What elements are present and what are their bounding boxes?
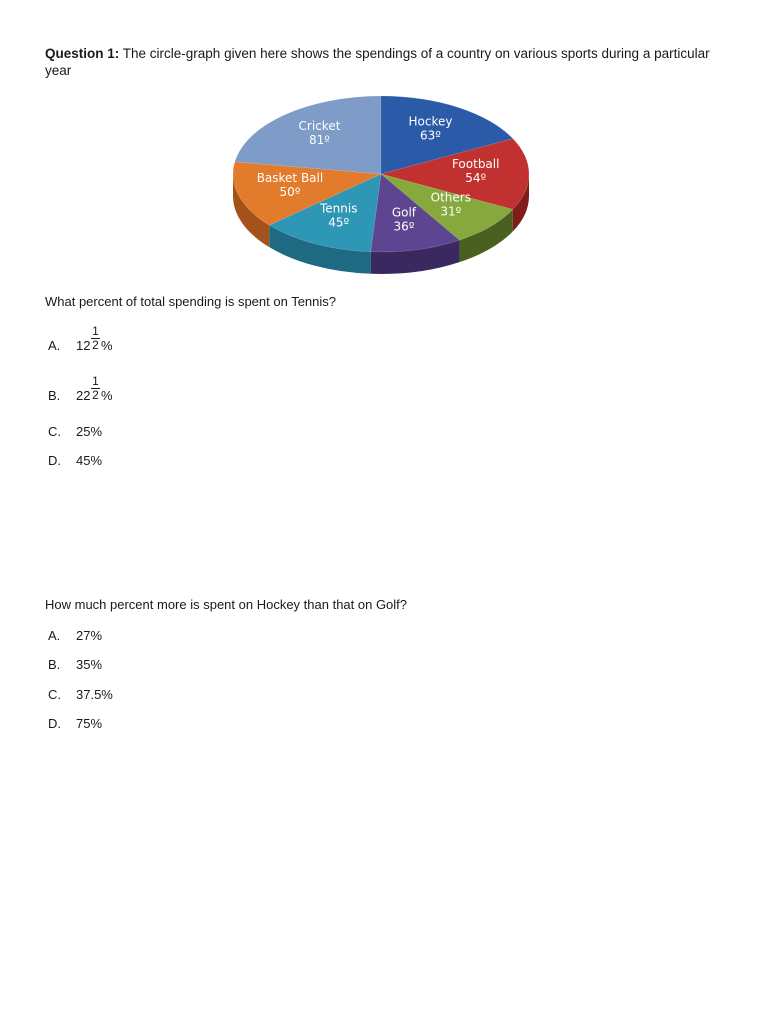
- question-1-label: Question 1:: [45, 46, 120, 61]
- option-letter: C.: [48, 687, 61, 702]
- option-value: 25%: [76, 424, 103, 439]
- option-fraction: [91, 325, 100, 352]
- option-whole-number: 12: [76, 338, 91, 353]
- option-value: 37.5%: [76, 687, 113, 702]
- pie-label-basket-ball: Basket Ball 50º: [256, 170, 324, 199]
- option-value: 35%: [76, 657, 103, 672]
- fraction-numerator: 1: [92, 374, 99, 388]
- pie-slice-cricket: [235, 96, 381, 174]
- option-percent-sign: %: [101, 338, 113, 353]
- tennis-question-prompt: What percent of total spending is spent on Tennis?: [45, 294, 337, 309]
- fraction-denominator: 2: [92, 338, 99, 352]
- option-whole-number: 22: [76, 388, 91, 403]
- option-letter: B.: [48, 657, 61, 672]
- tennis-option-a[interactable]: [48, 325, 168, 365]
- hockey-golf-question-prompt: How much percent more is spent on Hockey than that on Golf?: [45, 597, 408, 612]
- pie-label-football: Football 54º: [451, 157, 500, 185]
- option-value: 75%: [76, 716, 103, 731]
- pie-label-others: Others 31º: [430, 190, 471, 219]
- pie-label-tennis: Tennis 45º: [319, 201, 358, 230]
- pie-label-cricket: Cricket 81º: [298, 119, 341, 148]
- option-letter: B.: [48, 388, 61, 403]
- option-percent-sign: %: [101, 388, 113, 403]
- question-1-text: The circle-graph given here shows the spendings of a country on various sports during a particular year: [45, 46, 710, 78]
- pie-chart-svg: [228, 90, 538, 280]
- option-letter: A.: [48, 628, 61, 643]
- option-letter: C.: [48, 424, 61, 439]
- option-letter: D.: [48, 716, 61, 731]
- option-letter: D.: [48, 453, 61, 468]
- pie-label-hockey: Hockey 63º: [408, 114, 453, 143]
- option-letter: A.: [48, 338, 61, 353]
- option-fraction: [91, 375, 100, 402]
- option-value: 27%: [76, 628, 103, 643]
- fraction-numerator: 1: [92, 324, 99, 338]
- pie-chart: [228, 90, 538, 280]
- tennis-option-b[interactable]: [48, 375, 168, 415]
- fraction-denominator: 2: [92, 388, 99, 402]
- option-value: 45%: [76, 453, 103, 468]
- question-1-intro: [45, 45, 735, 79]
- pie-label-golf: Golf 36º: [391, 205, 417, 234]
